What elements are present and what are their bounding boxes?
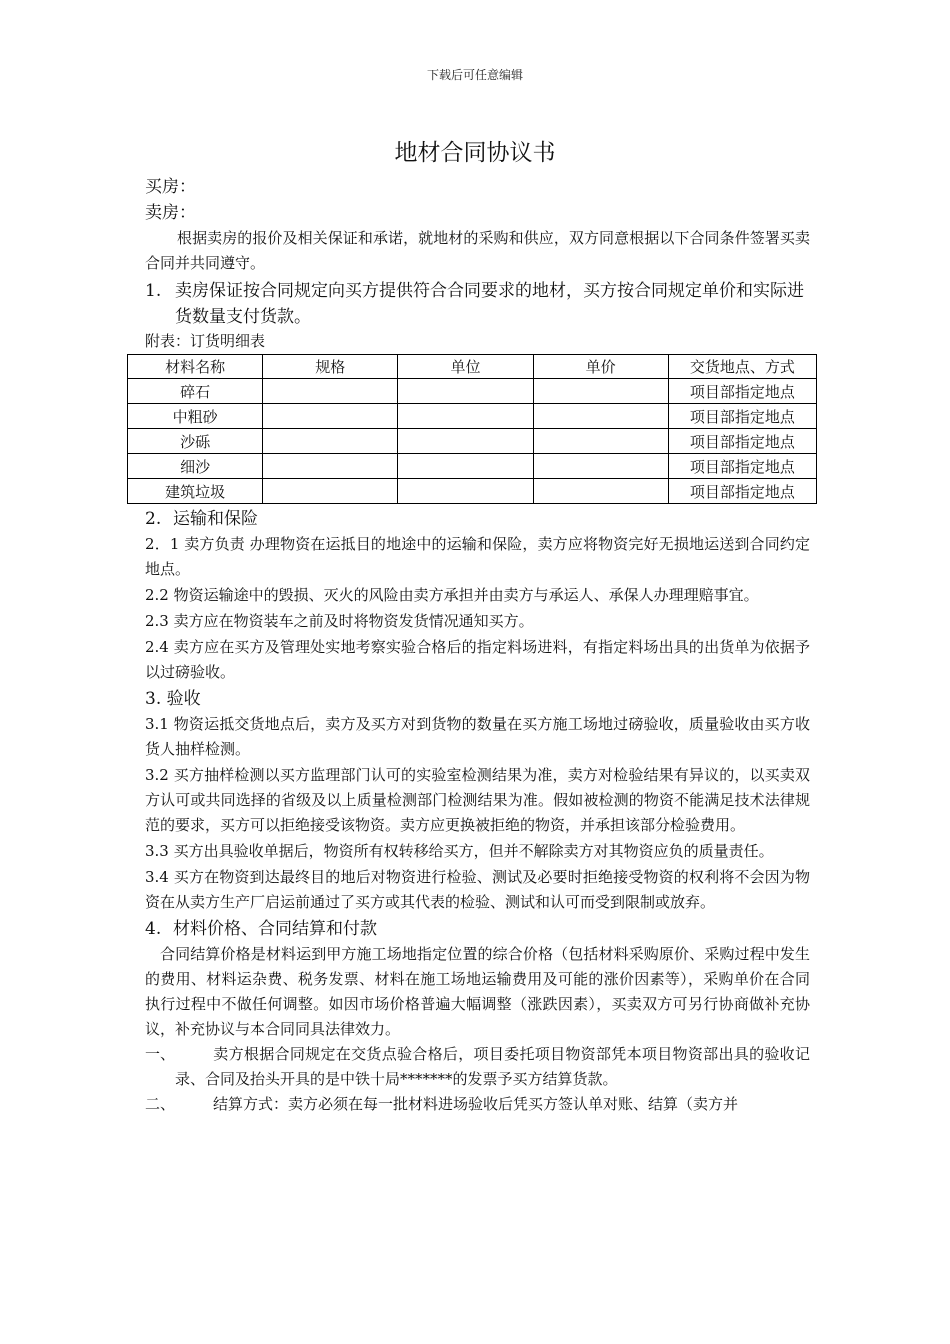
cell-price xyxy=(533,404,668,429)
cell-delivery: 项目部指定地点 xyxy=(668,379,816,404)
clause-2-2: 2.2 物资运输途中的毁损、灭火的风险由卖方承担并由卖方与承运人、承保人办理理赔事宜。 xyxy=(145,586,759,604)
order-detail-table xyxy=(127,354,817,504)
cell-delivery: 项目部指定地点 xyxy=(668,429,816,454)
clause-3-3: 3.3 买方出具验收单据后，物资所有权转移给买方，但并不解除卖方对其物资应负的质量责任。 xyxy=(145,842,774,860)
item-2-num: 二、 xyxy=(145,1095,176,1113)
cell-price xyxy=(533,379,668,404)
section-4-heading xyxy=(145,916,810,942)
price-paragraph: 合同结算价格是材料运到甲方施工场地指定位置的综合价格（包括材料采购原价、采购过程中发生的费用、材料运杂费、税务发票、材料在施工场地运输费用及可能的涨价因素等），采购单价在合同执行过程中不做任何调整。如因市场价格普遍大幅调整（涨跌因素），买卖双方可另行协商做补充协议，补充协议与本合同同具法律效力。 xyxy=(145,945,810,1038)
cell-delivery: 项目部指定地点 xyxy=(668,454,816,479)
cell-spec xyxy=(263,429,398,454)
clause-2-3: 2.3 卖方应在物资装车之前及时将物资发货情况通知买方。 xyxy=(145,612,534,630)
cell-unit xyxy=(398,454,533,479)
section-2-heading xyxy=(145,506,810,532)
clause-item-2 xyxy=(145,1092,810,1117)
cell-name: 沙砾 xyxy=(128,429,263,454)
item-1-num: 一、 xyxy=(145,1045,176,1063)
cell-name: 中粗砂 xyxy=(128,404,263,429)
header-material-name: 材料名称 xyxy=(128,355,263,379)
document-body xyxy=(145,174,810,1117)
table-row xyxy=(128,454,817,479)
cell-unit xyxy=(398,379,533,404)
section-4-num: 4. xyxy=(145,919,162,939)
cell-spec xyxy=(263,379,398,404)
section-2-num: 2. xyxy=(145,509,162,529)
clause-3-4: 3.4 买方在物资到达最终目的地后对物资进行检验、测试及必要时拒绝接受物资的权利将不会因为物资在从卖方生产厂启运前通过了买方或其代表的检验、测试和认可而受到限制或放弃。 xyxy=(145,868,810,911)
appendix-label: 附表：订货明细表 xyxy=(145,332,266,350)
header-note: 下载后可任意编辑 xyxy=(426,68,523,82)
section-3-heading: 3. 验收 xyxy=(145,689,201,709)
table-row xyxy=(128,429,817,454)
section-2-title: 运输和保险 xyxy=(173,509,258,529)
header-price: 单价 xyxy=(533,355,668,379)
table-row xyxy=(128,479,817,504)
clause-2-1: 2．1 卖方负责 办理物资在运抵目的地途中的运输和保险，卖方应将物资完好无损地运送到合同约定地点。 xyxy=(145,535,810,578)
cell-delivery: 项目部指定地点 xyxy=(668,479,816,504)
item-1-text: 卖方根据合同规定在交货点验合格后，项目委托项目物资部凭本项目物资部出具的验收记录、合同及抬头开具的是中铁十局*******的发票予买方结算货款。 xyxy=(175,1045,810,1088)
header-delivery: 交货地点、方式 xyxy=(668,355,816,379)
cell-name: 建筑垃圾 xyxy=(128,479,263,504)
cell-spec xyxy=(263,479,398,504)
cell-unit xyxy=(398,404,533,429)
clause-3-2: 3.2 买方抽样检测以买方监理部门认可的实验室检测结果为准，卖方对检验结果有异议的，以买卖双方认可或共同选择的省级及以上质量检测部门检测结果为准。假如被检测的物资不能满足技术法律规范的要求，买方可以拒绝接受该物资。卖方应更换被拒绝的物资，并承担该部分检验费用。 xyxy=(145,766,810,834)
cell-name: 细沙 xyxy=(128,454,263,479)
table-header-row xyxy=(128,355,817,379)
header-unit: 单位 xyxy=(398,355,533,379)
cell-name: 碎石 xyxy=(128,379,263,404)
cell-price xyxy=(533,454,668,479)
header-spec: 规格 xyxy=(263,355,398,379)
cell-spec xyxy=(263,454,398,479)
clause-3-1: 3.1 物资运抵交货地点后，卖方及买方对到货物的数量在买方施工场地过磅验收，质量验收由买方收货人抽样检测。 xyxy=(145,715,810,758)
intro-paragraph: 根据卖房的报价及相关保证和承诺，就地材的采购和供应，双方同意根据以下合同条件签署买卖合同并共同遵守。 xyxy=(145,229,810,272)
item-2-text: 结算方式：卖方必须在每一批材料进场验收后凭买方签认单对账、结算（卖方并 xyxy=(213,1095,739,1113)
cell-unit xyxy=(398,429,533,454)
cell-price xyxy=(533,479,668,504)
section-4-title: 材料价格、合同结算和付款 xyxy=(173,919,377,939)
document-title: 地材合同协议书 xyxy=(394,140,556,166)
cell-delivery: 项目部指定地点 xyxy=(668,404,816,429)
table-row xyxy=(128,404,817,429)
cell-spec xyxy=(263,404,398,429)
buyer-label: 买房： xyxy=(145,177,196,197)
cell-price xyxy=(533,429,668,454)
section-1-num: 1. xyxy=(145,281,162,301)
cell-unit xyxy=(398,479,533,504)
clause-item-1 xyxy=(145,1042,810,1092)
section-1 xyxy=(145,278,810,330)
table-row xyxy=(128,379,817,404)
section-1-text: 卖房保证按合同规定向买方提供符合合同要求的地材，买方按合同规定单价和实际进货数量支付货款。 xyxy=(175,281,804,327)
clause-2-4: 2.4 卖方应在买方及管理处实地考察实验合格后的指定料场进料，有指定料场出具的出货单为依据予以过磅验收。 xyxy=(145,638,810,681)
seller-label: 卖房： xyxy=(145,203,196,223)
